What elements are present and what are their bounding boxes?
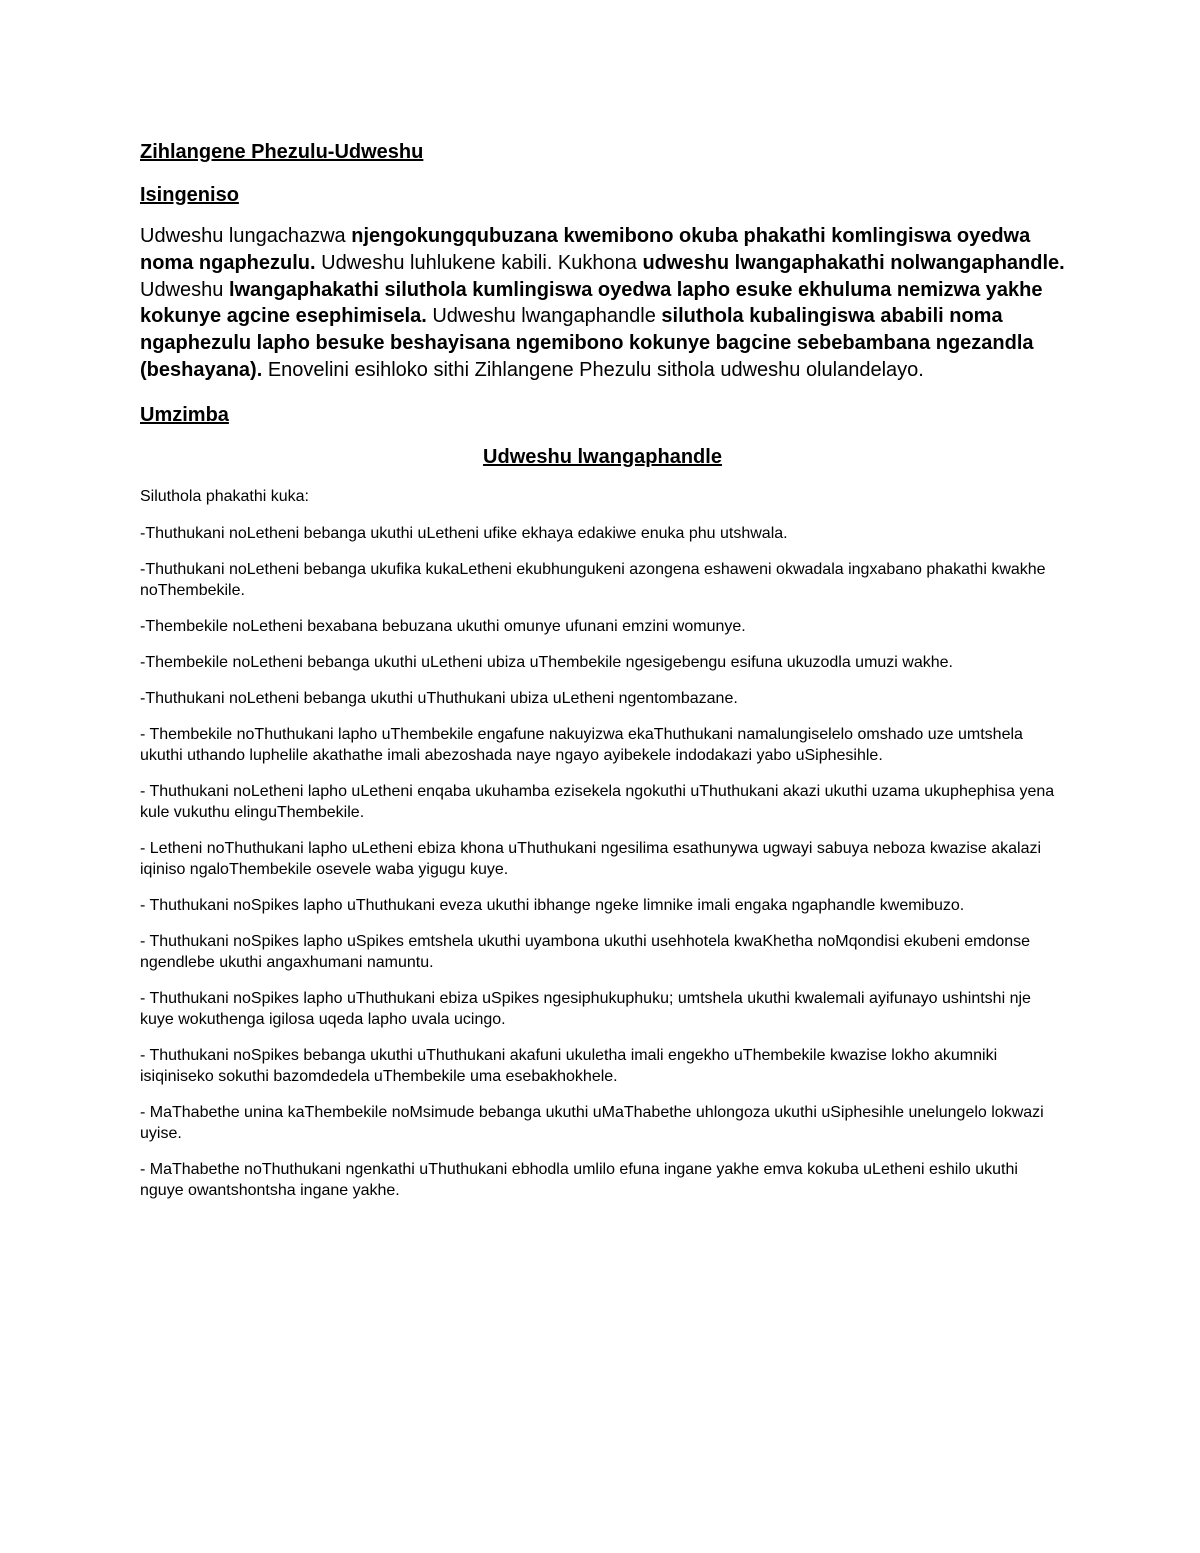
document-page [140,138,1065,1216]
document-title: Zihlangene Phezulu-Udweshu [140,141,424,163]
intro-heading: Isingeniso [140,184,239,206]
section-heading: Udweshu lwangaphandle [483,445,722,468]
list-item: - Thuthukani noSpikes bebanga ukuthi uThuthukani akafuni ukuletha imali engekho uThembekile kwazise lokho akumniki isiqiniseko sokuthi bazomdedela uThembekile uma esebakhokhele. [140,1046,998,1085]
intro-text-segment: Enovelini esihloko sithi Zihlangene Phezulu sithola udweshu olulandelayo. [262,358,924,381]
intro-bold-segment: udweshu lwangaphakathi nolwangaphandle. [642,251,1065,274]
list-item: - Letheni noThuthukani lapho uLetheni ebiza khona uThuthukani ngesilima esathunywa ugwayi sabuya neboza kwazise akalazi iqiniso ngaloThembekile osevele waba yigugu kuye. [140,839,1042,878]
list-item: - Thuthukani noSpikes lapho uThuthukani eveza ukuthi ibhange ngeke limnike imali engaka ngaphandle kwemibuzo. [140,896,965,914]
list-item: - Thembekile noThuthukani lapho uThembekile engafune nakuyizwa ekaThuthukani namalungiselelo omshado uze umtshela ukuthi uthando luphelile akathathe imali abezoshada naye ngayo ayibekele indodakazi yabo uSiphesihle. [140,725,1023,764]
list-item: - MaThabethe unina kaThembekile noMsimude bebanga ukuthi uMaThabethe uhlongoza ukuthi uSiphesihle unelungelo lokwazi uyise. [140,1103,1044,1142]
body-heading: Umzimba [140,403,229,426]
intro-bold-segment: njengokungqubuzana kwemibono okuba phakathi komlingiswa oyedwa noma ngaphezulu. [140,225,1031,274]
intro-text-segment: Udweshu lungachazwa [140,225,352,247]
list-item: - Thuthukani noSpikes lapho uThuthukani ebiza uSpikes ngesiphukuphuku; umtshela ukuthi kwalemali ayifunayo ushintshi nje kuye wokuthenga igilosa uqeda lapho uvala ucingo. [140,989,1031,1028]
list-item: - Thuthukani noSpikes lapho uSpikes emtshela ukuthi uyambona ukuthi usehhotela kwaKhetha noMqondisi ekubeni emdonse ngendlebe ukuthi angaxhumani namuntu. [140,932,1031,971]
intro-text-segment: Udweshu [140,278,229,301]
intro-text-segment: Udweshu luhlukene kabili. Kukhona [315,251,643,274]
list-item: - Thuthukani noLetheni lapho uLetheni enqaba ukuhamba ezisekela ngokuthi uThuthukani akazi ukuthi uzama ukuphephisa yena kule vukuthu elinguThembekile. [140,782,1055,821]
list-item: - MaThabethe noThuthukani ngenkathi uThuthukani ebhodla umlilo efuna ingane yakhe emva kokuba uLetheni eshilo ukuthi nguye owantshontsha ingane yakhe. [140,1160,1018,1199]
list-item: -Thuthukani noLetheni bebanga ukufika kukaLetheni ekubhungukeni azongena eshaweni okwadala ingxabano phakathi kwakhe noThembekile. [140,560,1046,599]
intro-bold-segment: lwangaphakathi siluthola kumlingiswa oyedwa lapho esuke ekhuluma nemizwa yakhe kokunye agcine esephimisela. [140,278,1043,328]
list-item: -Thembekile noLetheni bexabana bebuzana ukuthi omunye ufunani emzini womunye. [140,617,746,635]
intro-text-segment: Udweshu lwangaphandle [426,305,662,328]
conflict-list [140,523,1065,1201]
list-item: -Thuthukani noLetheni bebanga ukuthi uThuthukani ubiza uLetheni ngentombazane. [140,689,738,707]
intro-bold-segment: siluthola kubalingiswa ababili noma ngaphezulu lapho besuke beshayisana ngemibono kokunye bagcine sebebambana ngezandla (beshayana). [140,305,1034,381]
list-item: -Thembekile noLetheni bebanga ukuthi uLetheni ubiza uThembekile ngesigebengu esifuna ukuzodla umuzi wakhe. [140,653,953,671]
lead-text: Siluthola phakathi kuka: [140,487,309,505]
intro-paragraph [140,223,1065,384]
list-item: -Thuthukani noLetheni bebanga ukuthi uLetheni ufike ekhaya edakiwe enuka phu utshwala. [140,524,788,542]
